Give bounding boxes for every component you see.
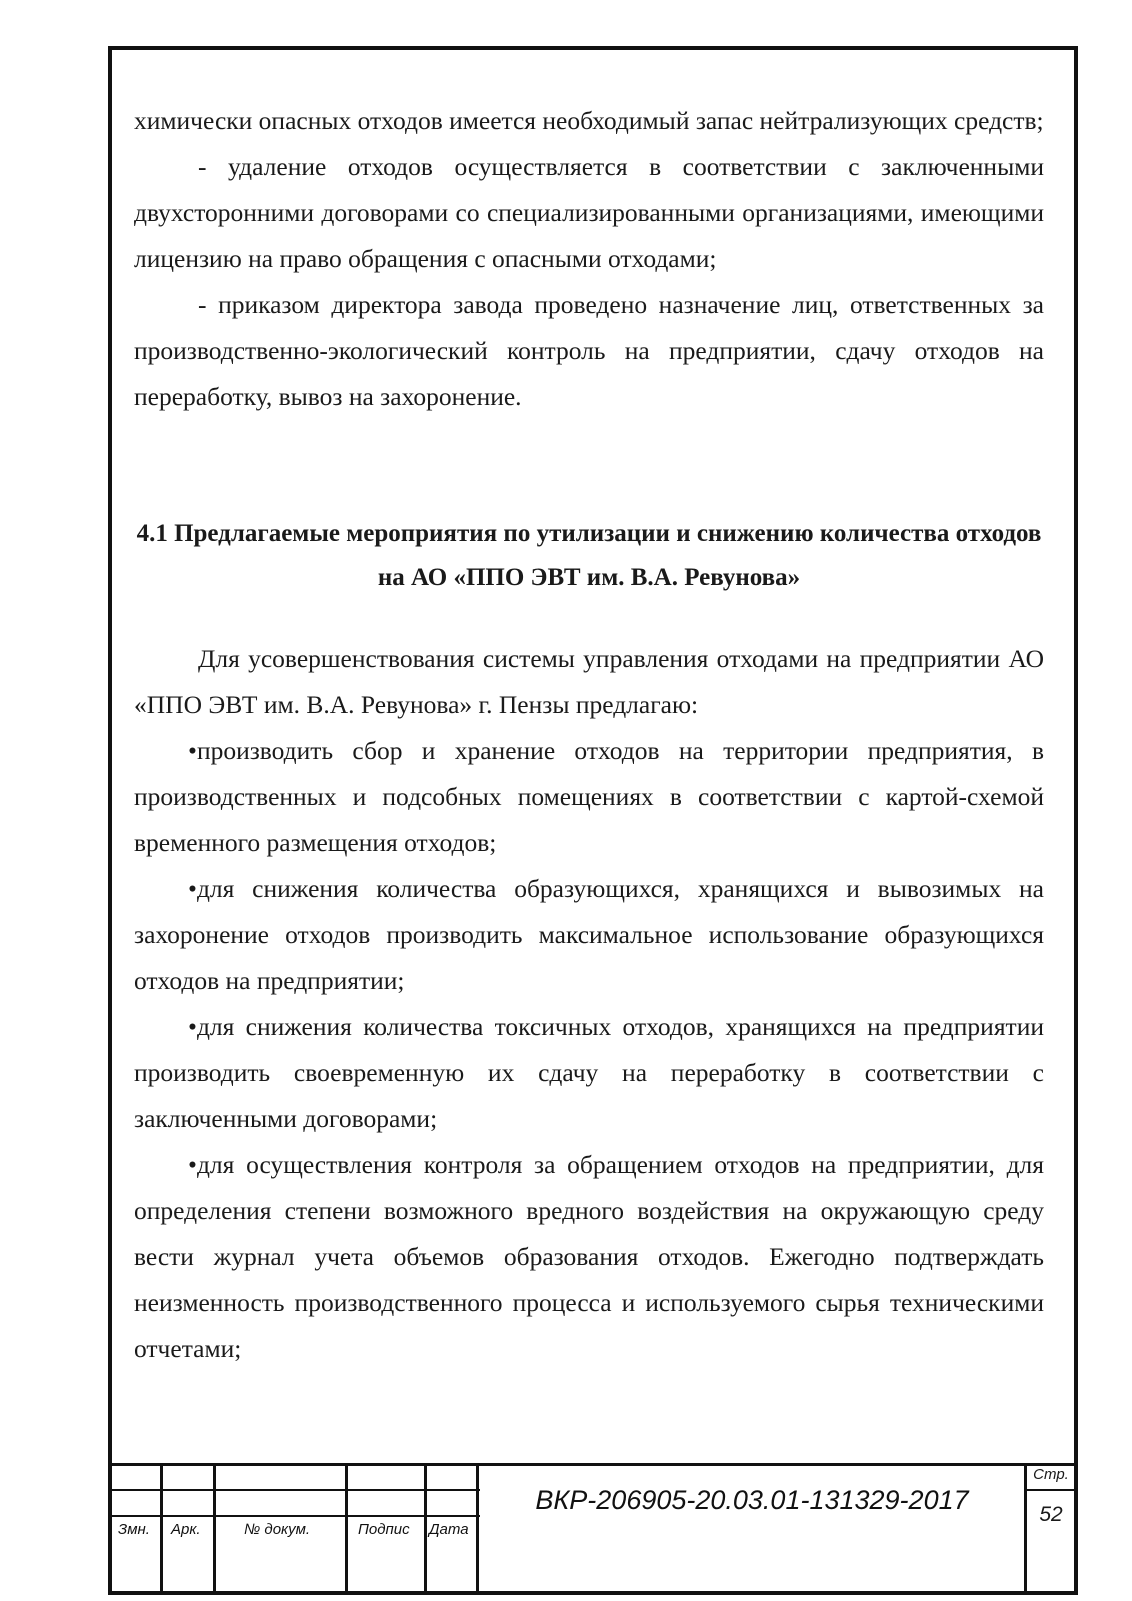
paragraph-continuation: химически опасных отходов имеется необходимый запас нейтрализующих средств;	[134, 106, 1044, 135]
paragraph-director-order: - приказом директора завода проведено назначение лиц, ответственных за производственно-экологический контроль на предприятии, сдачу отходов на переработку, вывоз на захоронение.	[134, 290, 1044, 411]
list-item-text: для осуществления контроля за обращением отходов на предприятии, для определения степени возможного вредного воздействия на окружающую среду вести журнал учета объемов образования отходов. Ежегодно подтверждать неизменность производственного процесса и используемого сырья техническими отчетами;	[134, 1150, 1044, 1363]
bullet-icon: •	[188, 1012, 197, 1041]
stamp-col-sheet: Арк.	[171, 1521, 201, 1538]
document-number: ВКР-206905-20.03.01-131329-2017	[535, 1485, 969, 1515]
list-item	[134, 866, 1044, 1004]
title-block-stamp	[108, 1463, 1078, 1595]
bullet-icon: •	[188, 736, 197, 765]
bullet-icon: •	[188, 1150, 197, 1179]
page-body	[134, 98, 1044, 1372]
bullet-icon: •	[188, 874, 197, 903]
sheet-number: 52	[1039, 1503, 1063, 1526]
stamp-col-date: Дата	[429, 1521, 469, 1538]
stamp-col-change: Змн.	[118, 1521, 150, 1538]
list-item	[134, 1004, 1044, 1142]
paragraph-waste-removal: - удаление отходов осуществляется в соответствии с заключенными двухсторонними договорами со специализированными организациями, имеющими лицензию на право обращения с опасными отходами;	[134, 152, 1044, 273]
sheet-label: Стр.	[1033, 1466, 1069, 1483]
list-item	[134, 728, 1044, 866]
list-item-text: производить сбор и хранение отходов на территории предприятия, в производственных и подсобных помещениях в соответствии с картой-схемой временного размещения отходов;	[134, 736, 1044, 857]
paragraph-intro: Для усовершенствования системы управления отходами на предприятии АО «ППО ЭВТ им. В.А. Ревунова» г. Пензы предлагаю:	[134, 644, 1044, 719]
list-item-text: для снижения количества токсичных отходов, хранящихся на предприятии производить своевременную их сдачу на переработку в соответствии с заключенными договорами;	[134, 1012, 1044, 1133]
stamp-col-signature: Подпис	[358, 1521, 410, 1538]
section-heading: 4.1 Предлагаемые мероприятия по утилизации и снижению количества отходов на АО «ППО ЭВТ им. В.А. Ревунова»	[136, 520, 1042, 591]
list-item-text: для снижения количества образующихся, хранящихся и вывозимых на захоронение отходов производить максимальное использование образующихся отходов на предприятии;	[134, 874, 1044, 995]
stamp-col-doc: № докум.	[244, 1521, 311, 1538]
list-item	[134, 1142, 1044, 1372]
